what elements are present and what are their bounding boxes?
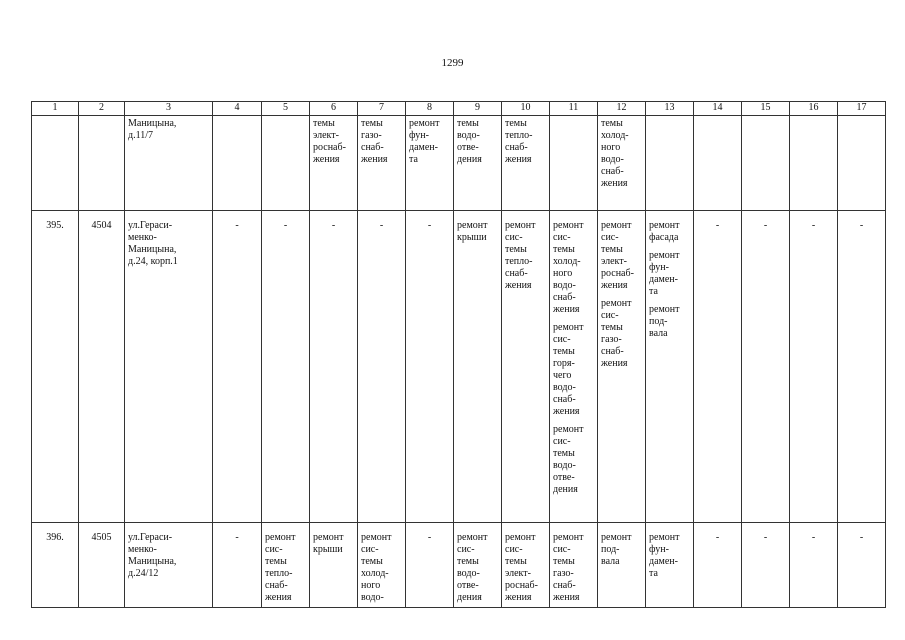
cell-col14 [694, 116, 742, 211]
work-item-line: жения [601, 358, 628, 369]
cell-col15: - [742, 211, 790, 523]
cell-text-line: менко- [128, 544, 157, 555]
cell-col8 [406, 116, 454, 211]
cell-text-line: тепло- [505, 130, 533, 141]
work-item-line: газо- [553, 568, 574, 579]
cell-col11 [550, 116, 598, 211]
cell-text-line: темы [601, 118, 623, 129]
cell-col4 [213, 116, 262, 211]
work-item-line: ремонт [649, 304, 680, 315]
cell-text-line: д.24, корп.1 [128, 256, 178, 267]
cell-text-line: Маницына, [128, 556, 177, 567]
cell-col8: - [406, 211, 454, 523]
page-number: 1299 [441, 57, 464, 69]
work-item-line: фасада [649, 232, 679, 243]
cell-text-line: Маницына, [128, 244, 177, 255]
cell-text-line: ного [601, 142, 621, 153]
column-number-header [32, 102, 886, 116]
cell-col12 [598, 116, 646, 211]
work-item-line: сис- [601, 232, 619, 243]
column-header: 8 [406, 102, 454, 116]
work-item-line: чего [553, 370, 572, 381]
work-item-line: снаб- [553, 580, 576, 591]
work-item-line: ремонт [601, 298, 632, 309]
work-item-line: вала [649, 328, 668, 339]
table-row-continuation [32, 116, 886, 211]
cell-text-line: снаб- [505, 142, 528, 153]
column-header: 1 [32, 102, 79, 116]
cell-col13 [646, 523, 694, 608]
cell-col10 [502, 523, 550, 608]
work-item [649, 532, 690, 580]
cell-num: 396. [32, 523, 79, 608]
cell-num [32, 116, 79, 211]
cell-col9 [454, 523, 502, 608]
cell-col11 [550, 211, 598, 523]
work-item-line: ремонт [601, 532, 632, 543]
work-item-line: темы [553, 346, 575, 357]
cell-text-line: дамен- [409, 142, 438, 153]
work-item-line: ремонт [601, 220, 632, 231]
cell-col16 [790, 116, 838, 211]
cell-text-line: отве- [457, 142, 479, 153]
cell-col5: - [262, 211, 310, 523]
work-item-line: сис- [361, 544, 379, 555]
cell-col6: - [310, 211, 358, 523]
repair-schedule-table [31, 101, 886, 608]
cell-col5 [262, 523, 310, 608]
cell-text-line: роснаб- [313, 142, 346, 153]
work-item [649, 304, 690, 340]
work-item-line: сис- [265, 544, 283, 555]
work-item-line: темы [601, 244, 623, 255]
work-item-line: темы [505, 556, 527, 567]
work-item-line: сис- [553, 544, 571, 555]
cell-address [125, 523, 213, 608]
column-header: 13 [646, 102, 694, 116]
cell-text-line: та [409, 154, 418, 165]
work-item-line: вала [601, 556, 620, 567]
work-item-line: ремонт [553, 532, 584, 543]
cell-col10 [502, 116, 550, 211]
cell-col17: - [838, 523, 886, 608]
work-item-line: дамен- [649, 556, 678, 567]
work-item-line: сис- [553, 334, 571, 345]
work-item-line: жения [505, 592, 532, 603]
column-header: 11 [550, 102, 598, 116]
work-item-line: сис- [553, 436, 571, 447]
work-item-line: сис- [505, 544, 523, 555]
cell-col14: - [694, 211, 742, 523]
cell-text-line: темы [313, 118, 335, 129]
work-item-line: крыши [313, 544, 343, 555]
cell-col14: - [694, 523, 742, 608]
work-item-line: тепло- [265, 568, 293, 579]
work-item-line: темы [265, 556, 287, 567]
column-header: 9 [454, 102, 502, 116]
work-item-line: элект- [505, 568, 531, 579]
column-header: 14 [694, 102, 742, 116]
column-header: 15 [742, 102, 790, 116]
cell-col9 [454, 116, 502, 211]
cell-col7 [358, 523, 406, 608]
work-item-line: ремонт [649, 532, 680, 543]
cell-text-line: ремонт [409, 118, 440, 129]
cell-text-line: темы [505, 118, 527, 129]
cell-col12 [598, 523, 646, 608]
work-item-line: ремонт [313, 532, 344, 543]
work-item-line: жения [553, 592, 580, 603]
table-row-396 [32, 523, 886, 608]
work-item [361, 532, 402, 604]
cell-address [125, 211, 213, 523]
work-item-line: ремонт [649, 250, 680, 261]
work-item-line: ремонт [649, 220, 680, 231]
work-item-line: темы [553, 244, 575, 255]
cell-col17: - [838, 211, 886, 523]
work-item-line: тепло- [505, 256, 533, 267]
work-item [649, 220, 690, 244]
work-item-line: дамен- [649, 274, 678, 285]
work-item-line: снаб- [265, 580, 288, 591]
cell-col6 [310, 116, 358, 211]
work-item-line: горя- [553, 358, 575, 369]
cell-text-line: ул.Гераси- [128, 220, 173, 231]
cell-num: 395. [32, 211, 79, 523]
work-item-line: темы [457, 556, 479, 567]
cell-col4: - [213, 211, 262, 523]
work-item [265, 532, 306, 604]
column-header: 17 [838, 102, 886, 116]
column-header: 10 [502, 102, 550, 116]
work-item-line: снаб- [505, 268, 528, 279]
work-item-line: роснаб- [505, 580, 538, 591]
cell-code [79, 116, 125, 211]
cell-text-line: жения [361, 154, 388, 165]
cell-col16: - [790, 523, 838, 608]
work-item-line: крыши [457, 232, 487, 243]
cell-text-line: холод- [601, 130, 629, 141]
cell-col4: - [213, 523, 262, 608]
work-item-line: темы [601, 322, 623, 333]
cell-col9 [454, 211, 502, 523]
work-item-line: отве- [553, 472, 575, 483]
cell-col5 [262, 116, 310, 211]
work-item-line: под- [601, 544, 620, 555]
work-item [457, 220, 498, 244]
work-item-line: водо- [553, 280, 576, 291]
work-item [313, 532, 354, 556]
cell-code: 4504 [79, 211, 125, 523]
cell-address [125, 116, 213, 211]
cell-text-line: жения [601, 178, 628, 189]
cell-text-line: жения [313, 154, 340, 165]
work-item-line: сис- [553, 232, 571, 243]
column-header: 7 [358, 102, 406, 116]
work-item-line: под- [649, 316, 668, 327]
cell-text-line: Маницына, [128, 118, 177, 129]
work-item-line: снаб- [553, 292, 576, 303]
column-header: 2 [79, 102, 125, 116]
cell-text-line: жения [505, 154, 532, 165]
cell-col8: - [406, 523, 454, 608]
cell-text-line: снаб- [601, 166, 624, 177]
work-item [601, 532, 642, 568]
work-item-line: ремонт [265, 532, 296, 543]
work-item-line: темы [553, 556, 575, 567]
cell-col15 [742, 116, 790, 211]
cell-col11 [550, 523, 598, 608]
work-item [553, 424, 594, 496]
work-item-line: жения [505, 280, 532, 291]
work-item [649, 250, 690, 298]
cell-code: 4505 [79, 523, 125, 608]
work-item-line: ремонт [505, 532, 536, 543]
work-item-line: дения [457, 592, 482, 603]
column-header: 3 [125, 102, 213, 116]
work-item-line: темы [505, 244, 527, 255]
column-header: 5 [262, 102, 310, 116]
work-item [553, 532, 594, 604]
work-item [457, 532, 498, 604]
work-item-line: водо- [553, 460, 576, 471]
work-item-line: дения [553, 484, 578, 495]
work-item-line: элект- [601, 256, 627, 267]
work-item-line: газо- [601, 334, 622, 345]
work-item [505, 220, 546, 292]
cell-col13 [646, 211, 694, 523]
work-item-line: водо- [553, 382, 576, 393]
cell-text-line: темы [361, 118, 383, 129]
cell-col10 [502, 211, 550, 523]
work-item-line: ремонт [457, 532, 488, 543]
work-item-line: снаб- [601, 346, 624, 357]
work-item-line: ремонт [553, 220, 584, 231]
work-item-line: жения [601, 280, 628, 291]
cell-text-line: фун- [409, 130, 429, 141]
cell-text-line: газо- [361, 130, 382, 141]
work-item-line: водо- [361, 592, 384, 603]
cell-col13 [646, 116, 694, 211]
cell-col7: - [358, 211, 406, 523]
cell-text-line: снаб- [361, 142, 384, 153]
work-item [601, 298, 642, 370]
work-item-line: холод- [361, 568, 389, 579]
work-item-line: холод- [553, 256, 581, 267]
column-header: 6 [310, 102, 358, 116]
work-item-line: сис- [505, 232, 523, 243]
work-item-line: жения [553, 406, 580, 417]
column-header: 12 [598, 102, 646, 116]
work-item-line: та [649, 568, 658, 579]
cell-text-line: ул.Гераси- [128, 532, 173, 543]
work-item-line: сис- [457, 544, 475, 555]
cell-text-line: темы [457, 118, 479, 129]
cell-text-line: д.11/7 [128, 130, 153, 141]
work-item-line: жения [553, 304, 580, 315]
column-header: 16 [790, 102, 838, 116]
work-item-line: темы [361, 556, 383, 567]
work-item-line: сис- [601, 310, 619, 321]
column-header: 4 [213, 102, 262, 116]
cell-col6 [310, 523, 358, 608]
cell-text-line: водо- [457, 130, 480, 141]
work-item-line: отве- [457, 580, 479, 591]
cell-col12 [598, 211, 646, 523]
work-item [553, 322, 594, 418]
work-item-line: водо- [457, 568, 480, 579]
work-item-line: фун- [649, 544, 669, 555]
work-item-line: ремонт [553, 424, 584, 435]
work-item-line: ремонт [457, 220, 488, 231]
work-item-line: ного [553, 268, 573, 279]
work-item-line: темы [553, 448, 575, 459]
work-item-line: роснаб- [601, 268, 634, 279]
table-row-395 [32, 211, 886, 523]
work-item-line: ремонт [505, 220, 536, 231]
cell-col16: - [790, 211, 838, 523]
cell-text-line: элект- [313, 130, 339, 141]
cell-text-line: водо- [601, 154, 624, 165]
cell-text-line: дения [457, 154, 482, 165]
work-item-line: ремонт [553, 322, 584, 333]
work-item-line: жения [265, 592, 292, 603]
cell-text-line: д.24/12 [128, 568, 159, 579]
work-item-line: ного [361, 580, 381, 591]
cell-col17 [838, 116, 886, 211]
work-item-line: та [649, 286, 658, 297]
work-item [601, 220, 642, 292]
cell-col7 [358, 116, 406, 211]
work-item [553, 220, 594, 316]
cell-text-line: менко- [128, 232, 157, 243]
work-item-line: фун- [649, 262, 669, 273]
work-item-line: ремонт [361, 532, 392, 543]
cell-col15: - [742, 523, 790, 608]
work-item [505, 532, 546, 604]
work-item-line: снаб- [553, 394, 576, 405]
